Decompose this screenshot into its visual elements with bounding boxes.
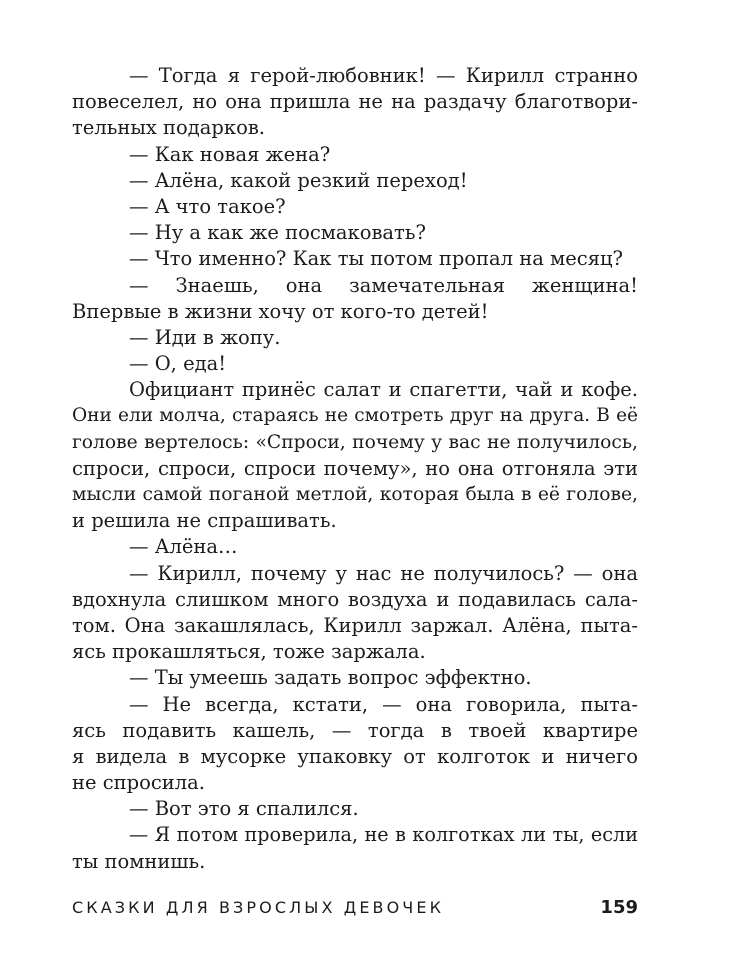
text-line: голове вертелось: «Спроси, почему у вас не получилось, xyxy=(72,431,638,453)
text-line: — Иди в жопу. xyxy=(129,325,281,349)
text-line: Официант принёс салат и спагетти, чай и кофе. xyxy=(129,378,638,402)
text-line: Впервые в жизни хочу от кого-то детей! xyxy=(72,299,489,323)
text-line: спроси, спроси, спроси почему», но она отгоняла эти xyxy=(72,456,638,480)
text-line: — О, еда! xyxy=(129,352,227,376)
text-line: ясь подавить кашель, — тогда в твоей квартире xyxy=(72,718,638,742)
text-line: я видела в мусорке упаковку от колготок и ничего xyxy=(72,744,638,768)
text-line: — Я потом проверила, не в колготках ли ты, если xyxy=(129,823,638,847)
text-line: ясь прокашляться, тоже заржала. xyxy=(72,640,426,664)
text-line: вдохнула слишком много воздуха и подавилась сала- xyxy=(72,587,638,611)
text-line: — Кирилл, почему у нас не получилось? — она xyxy=(129,561,638,585)
text-line: — Как новая жена? xyxy=(129,142,331,166)
running-title: СКАЗКИ ДЛЯ ВЗРОСЛЫХ ДЕВОЧЕК xyxy=(72,898,445,917)
text-line: — Ты умеешь задать вопрос эффектно. xyxy=(129,666,532,690)
text-line: — Вот это я спалился. xyxy=(129,797,359,821)
body-text xyxy=(72,63,638,875)
text-line: тельных подарков. xyxy=(72,116,266,140)
page-footer xyxy=(72,895,638,921)
text-line: — Знаешь, она замечательная женщина! xyxy=(129,273,638,297)
text-line: ты помнишь. xyxy=(72,849,206,873)
text-line: Они ели молча, стараясь не смотреть друг на друга. В её xyxy=(72,405,638,427)
text-line: повеселел, но она пришла не на раздачу благотвори- xyxy=(72,90,638,114)
page-number: 159 xyxy=(600,897,638,918)
text-line: — Не всегда, кстати, — она говорила, пыта- xyxy=(129,692,638,716)
text-line: не спросила. xyxy=(72,771,206,795)
text-line: — Алёна, какой резкий переход! xyxy=(129,168,468,192)
text-line: — Ну а как же посмаковать? xyxy=(129,221,426,245)
text-line: — Тогда я герой-любовник! — Кирилл странно xyxy=(129,64,638,87)
text-line: — Что именно? Как ты потом пропал на месяц? xyxy=(129,247,624,271)
text-line: — А что такое? xyxy=(129,194,286,218)
text-line: — Алёна… xyxy=(129,535,238,559)
text-line: том. Она закашлялась, Кирилл заржал. Алёна, пыта- xyxy=(72,613,638,637)
text-line: и решила не спрашивать. xyxy=(72,509,337,533)
text-line: мысли самой поганой метлой, которая была в её голове, xyxy=(72,484,638,505)
